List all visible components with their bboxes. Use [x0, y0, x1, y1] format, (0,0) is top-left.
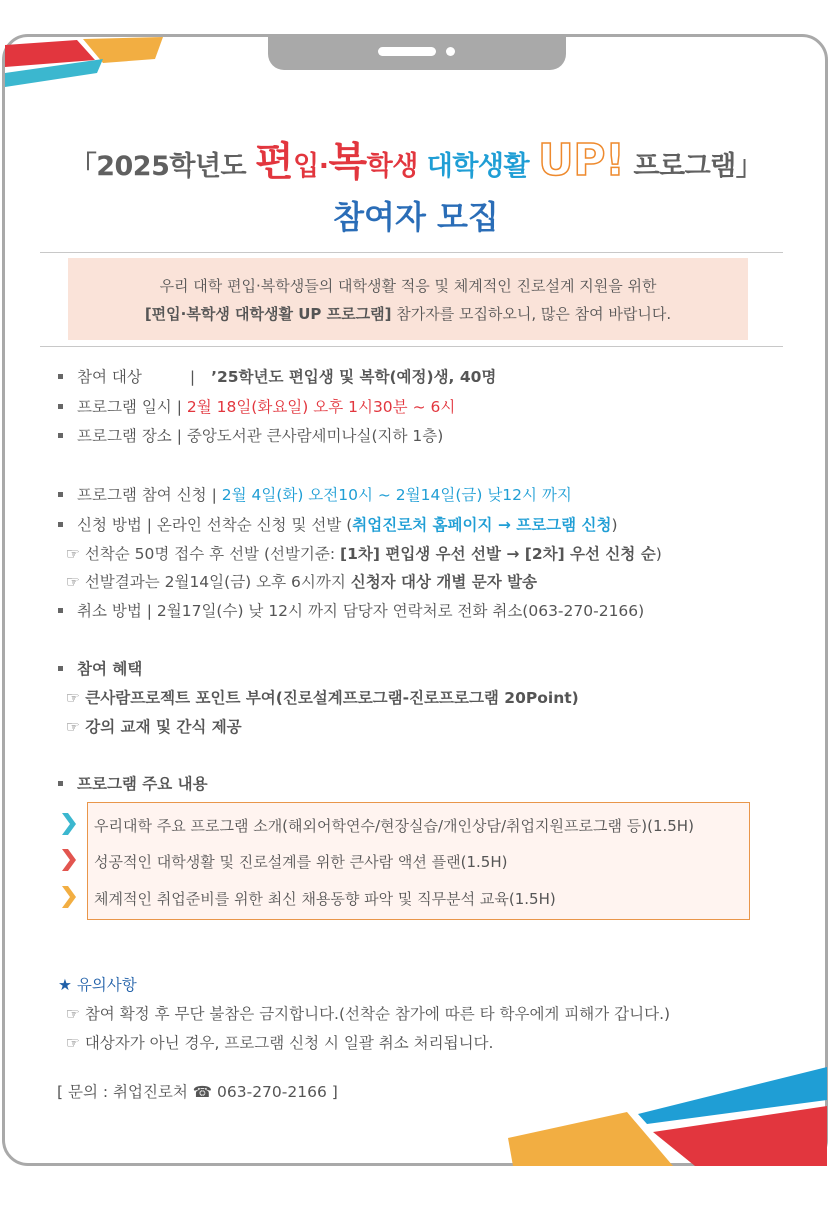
- bullet-icon: [58, 666, 63, 671]
- notch-camera: [446, 47, 455, 56]
- contents-heading-text: 프로그램 주요 내용: [77, 775, 208, 793]
- page-subtitle: 참여자 모집: [333, 198, 499, 236]
- divider-top: [40, 252, 783, 253]
- method-sub-1: [66, 542, 662, 564]
- title-program: 프로그램」: [624, 151, 763, 182]
- chevron-right-icon: [62, 813, 76, 835]
- benefits-heading: [58, 657, 142, 679]
- place-label: 프로그램 장소 |: [77, 427, 187, 445]
- intro-line-1: 우리 대학 편입·복학생들의 대학생활 적응 및 체계적인 진로설계 지원을 위한: [159, 277, 657, 295]
- info-cancel: [58, 599, 644, 621]
- intro-line-2-rest: 참가자를 모집하오니, 많은 참여 바랍니다.: [391, 305, 672, 323]
- bullet-icon: [58, 404, 63, 409]
- info-method: [58, 513, 618, 535]
- benefit-item-2: ☞ 강의 교재 및 간식 제공: [66, 718, 242, 736]
- sub1-post: ): [655, 545, 662, 563]
- notch-speaker: [378, 47, 436, 56]
- target-value: ’25학년도 편입생 및 복학(예정)생, 40명: [211, 368, 497, 386]
- apply-value: 2월 4일(화) 오전10시 ~ 2월14일(금) 낮12시 까지: [221, 486, 572, 504]
- date-value: 2월 18일(화요일) 오후 1시30분 ~ 6시: [186, 398, 456, 416]
- chevron-right-icon: [62, 849, 76, 871]
- content-item-3: 체계적인 취업준비를 위한 최신 채용동향 파악 및 직무분석 교육(1.5H): [94, 890, 556, 908]
- title-up-logo: UP!: [537, 135, 625, 186]
- chevron-right-icon: [62, 886, 76, 908]
- contents-heading: [58, 772, 208, 794]
- device-notch: [268, 34, 566, 70]
- corner-stripes-top-left: [5, 37, 175, 97]
- divider-bottom: [40, 346, 783, 347]
- corner-stripes-bottom-right: [505, 1062, 828, 1166]
- benefits-heading-text: 참여 혜택: [77, 660, 143, 678]
- bullet-icon: [58, 608, 63, 613]
- intro-box: [68, 258, 748, 340]
- program-contents-box: [87, 802, 750, 920]
- title-ip: 입·: [293, 151, 329, 182]
- info-date: [58, 395, 455, 417]
- notice-heading: ★ 유의사항: [58, 976, 137, 994]
- sub1-pre: ☞ 선착순 50명 접수 후 선발 (선발기준:: [66, 545, 341, 563]
- notice-item-2: ☞ 대상자가 아닌 경우, 프로그램 신청 시 일괄 취소 처리됩니다.: [66, 1034, 494, 1052]
- method-sub-2: [66, 570, 537, 592]
- target-sep: |: [189, 368, 196, 386]
- apply-label: 프로그램 참여 신청 |: [77, 486, 222, 504]
- target-label: 참여 대상: [77, 368, 142, 386]
- content-item-2: 성공적인 대학생활 및 진로설계를 위한 큰사람 액션 플랜(1.5H): [94, 853, 508, 871]
- bullet-icon: [58, 781, 63, 786]
- title-open: 「2025학년도: [69, 151, 256, 182]
- place-value: 중앙도서관 큰사람세미나실(지하 1층): [186, 427, 444, 445]
- bullet-icon: [58, 433, 63, 438]
- sub1-bold: [1차] 편입생 우선 선발 → [2차] 우선 신청 순: [340, 545, 656, 563]
- notice-item-1: ☞ 참여 확정 후 무단 불참은 금지합니다.(선착순 참가에 따른 타 학우에게 피해가 갑니다.): [66, 1005, 671, 1023]
- benefit-item-1: ☞ 큰사람프로젝트 포인트 부여(진로설계프로그램-진로프로그램 20Point): [66, 689, 579, 707]
- title-hakseng: 학생: [366, 151, 427, 182]
- info-place: [58, 424, 443, 446]
- method-link[interactable]: 취업진로처 홈페이지 → 프로그램 신청: [352, 516, 612, 534]
- info-target: [58, 365, 496, 387]
- page-title: [0, 130, 832, 187]
- intro-line-2: [68, 300, 748, 328]
- sub2-pre: ☞ 선발결과는 2월14일(금) 오후 6시까지: [66, 573, 351, 591]
- contact-footer: [ 문의 : 취업진로처 ☎ 063-270-2166 ]: [57, 1083, 338, 1101]
- title-bok: 복: [328, 139, 367, 185]
- title-pyeon: 편: [255, 139, 294, 185]
- date-label: 프로그램 일시 |: [77, 398, 187, 416]
- info-apply: [58, 483, 572, 505]
- bullet-icon: [58, 492, 63, 497]
- title-college: 대학생활: [426, 151, 538, 182]
- content-item-1: 우리대학 주요 프로그램 소개(해외어학연수/현장실습/개인상담/취업지원프로그램 등)(1.5H): [94, 817, 694, 835]
- bullet-icon: [58, 522, 63, 527]
- bullet-icon: [58, 374, 63, 379]
- cancel-text: 취소 방법 | 2월17일(수) 낮 12시 까지 담당자 연락처로 전화 취소(063-270-2166): [77, 602, 645, 620]
- method-label: 신청 방법 | 온라인 선착순 신청 및 선발 (: [77, 516, 353, 534]
- intro-program-name: [편입·복학생 대학생활 UP 프로그램]: [144, 305, 392, 323]
- sub2-bold: 신청자 대상 개별 문자 발송: [350, 573, 538, 591]
- method-close: ): [611, 516, 618, 534]
